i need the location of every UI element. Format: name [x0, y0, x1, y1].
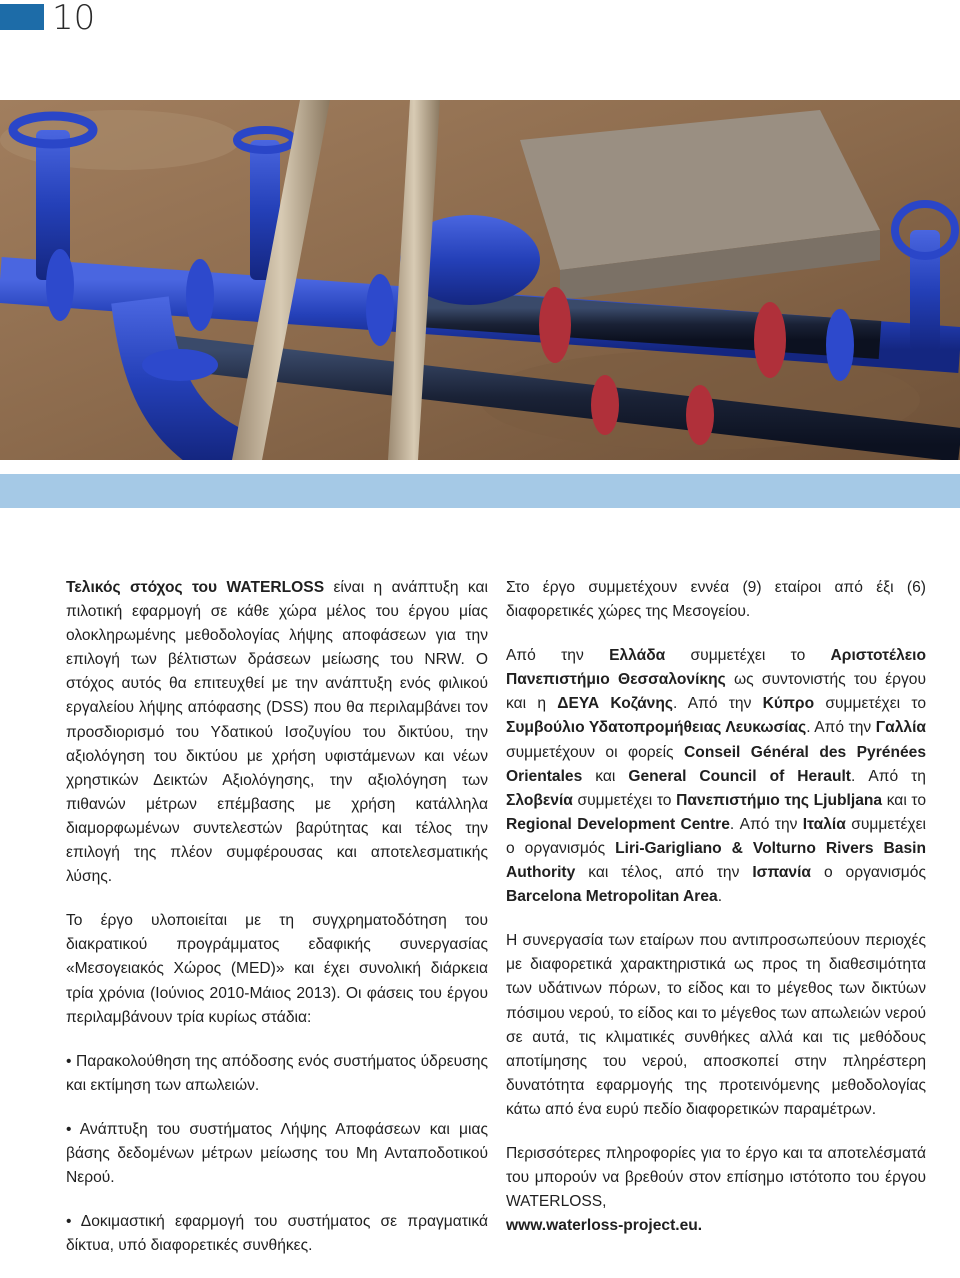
- text-run: .: [717, 888, 723, 906]
- text-run: . Από την: [729, 815, 803, 833]
- page-marker: [0, 4, 44, 30]
- phase-bullet-3: • Δοκιμαστική εφαρμογή του συστήματος σε πραγματικά δίκτυα, υπό διαφορετικές συνθήκες.: [66, 1213, 488, 1255]
- partner-wbn: Συμβούλιο Υδατοπρομήθειας Λευκωσίας: [506, 719, 807, 737]
- text-run: ο οργανισμός: [811, 864, 926, 882]
- text-run: συμμετέχει ο οργανισμός: [506, 815, 926, 857]
- partner-ljubljana: Πανεπιστήμιο της Ljubljana: [676, 791, 883, 809]
- text-run: συμμετέχουν οι φορείς: [506, 743, 685, 761]
- right-column: [506, 576, 926, 1258]
- pipes-photo: [0, 100, 960, 460]
- partner-rdc: Regional Development Centre: [506, 815, 730, 833]
- text-run: συμμετέχει το: [814, 695, 926, 713]
- phase-bullet-1: • Παρακολούθηση της απόδοσης ενός συστήματος ύδρευσης και εκτίμηση των απωλειών.: [66, 1052, 488, 1094]
- phase-bullet-2: • Ανάπτυξη του συστήματος Λήψης Αποφάσεων και μιας βάσης δεδομένων μέτρων μείωσης του Μη Ανταποδοτικού Νερού.: [66, 1120, 488, 1187]
- text-run: και τέλος, από την: [575, 864, 753, 882]
- page-number: 10: [52, 0, 96, 38]
- partner-cg66: Conseil Général des Pyrénées Orientales: [506, 743, 927, 785]
- partner-liri: Liri-Garigliano & Volturno Rivers Basin Authority: [506, 839, 926, 882]
- info-text: Περισσότερες πληροφορίες για το έργο και τα αποτελέσματά του μπορούν να βρεθούν στον επίσημο ιστότοπο του έργου WATERLOSS,: [506, 1144, 926, 1211]
- text-run: συμμετέχει το: [665, 647, 831, 665]
- country-italy: Ιταλία: [802, 815, 846, 833]
- text-run: Από την: [506, 647, 610, 665]
- text-run: ως συντονιστής του έργου και η: [506, 671, 926, 713]
- text-run: . Από την: [672, 695, 763, 713]
- partner-herault: General Council of Herault: [628, 767, 851, 785]
- info-paragraph: [506, 1142, 926, 1238]
- intro-paragraph: [66, 576, 488, 889]
- funding-paragraph: Το έργο υλοποιείται με τη συγχρηματοδότηση του διακρατικού προγράμματος εδαφικής συνεργασίας «Μεσογειακός Χώρος (MED)» και έχει συνολική διάρκεια τρία χρόνια (Ιούνιος 2010-Μάιος 2013). Οι φάσεις του έργου περιλαμβάνουν τρία κυρίως στάδια:: [66, 912, 488, 1026]
- text-run: . Από τη: [851, 767, 926, 785]
- text-run: και: [582, 767, 629, 785]
- text-run: συμμετέχει το: [572, 791, 677, 809]
- text-run: . Από την: [806, 719, 876, 737]
- country-spain: Ισπανία: [752, 864, 812, 882]
- country-cyprus: Κύπρο: [762, 695, 815, 713]
- left-column: [66, 576, 488, 1278]
- partners-count-paragraph: Στο έργο συμμετέχουν εννέα (9) εταίροι από έξι (6) διαφορετικές χώρες της Μεσογείου.: [506, 579, 926, 621]
- intro-text: είναι η ανάπτυξη και πιλοτική εφαρμογή σε κάθε χώρα μέλος του έργου μίας ολοκληρωμένης μεθοδολογίας λήψης αποφάσεων για την επιλογή των βέλτιστων δράσεων μείωσης του NRW. Ο στόχος αυτός θα επιτευχθεί με την ανάπτυξη ενός φιλικού εργαλείου λήψης απόφασης (DSS) που θα περιλαμβάνει τον προσδιορισμό του Υδατικού Ισοζυγίου του δικτύου, την αξιολόγηση του δικτύου με χρήση υφιστάμενων και νέων χρηστικών Δεικτών Αξιολόγησης, την αξιολόγηση των πιθανών μέτρων επέμβασης με χρήση κατάλληλα διαμορφωμένων συντελεστών βαρύτητας και τέλος την επιλογή της πλέον συμφέρουσας και αποτελεσματικής λύσης.: [66, 579, 488, 886]
- accent-band: [0, 474, 960, 508]
- text-run: και το: [882, 791, 926, 809]
- partner-deya: ΔΕΥΑ Κοζάνης: [557, 695, 673, 713]
- cooperation-paragraph: Η συνεργασία των εταίρων που αντιπροσωπεύουν περιοχές με διαφορετικά χαρακτηριστικά ως προς τη διαθεσιμότητα των υδάτινων πόρων, το είδος και το μέγεθος των δικτύων πόσιμου νερού, το είδος και το μέγεθος των απωλειών νερού σε αυτά, τις κλιματικές συνθήκες αλλά και τις μεθόδους αποτίμησης του νερού, αποσκοπεί στην πληρέστερη δυνατότητα εφαρμογής της προτεινόμενης μεθοδολογίας κάτω από ένα ευρύ πεδίο διαφορετικών παραμέτρων.: [506, 932, 926, 1118]
- partner-auth: Αριστοτέλειο Πανεπιστήμιο Θεσσαλονίκης: [506, 647, 926, 689]
- partner-amb: Barcelona Metropolitan Area: [506, 888, 718, 906]
- intro-bold: Τελικός στόχος του WATERLOSS: [66, 579, 325, 596]
- country-slovenia: Σλοβενία: [506, 791, 573, 809]
- project-website-link[interactable]: www.waterloss-project.eu.: [506, 1217, 703, 1235]
- country-france: Γαλλία: [875, 719, 926, 737]
- partners-paragraph: [506, 644, 926, 909]
- country-greece: Ελλάδα: [609, 647, 666, 665]
